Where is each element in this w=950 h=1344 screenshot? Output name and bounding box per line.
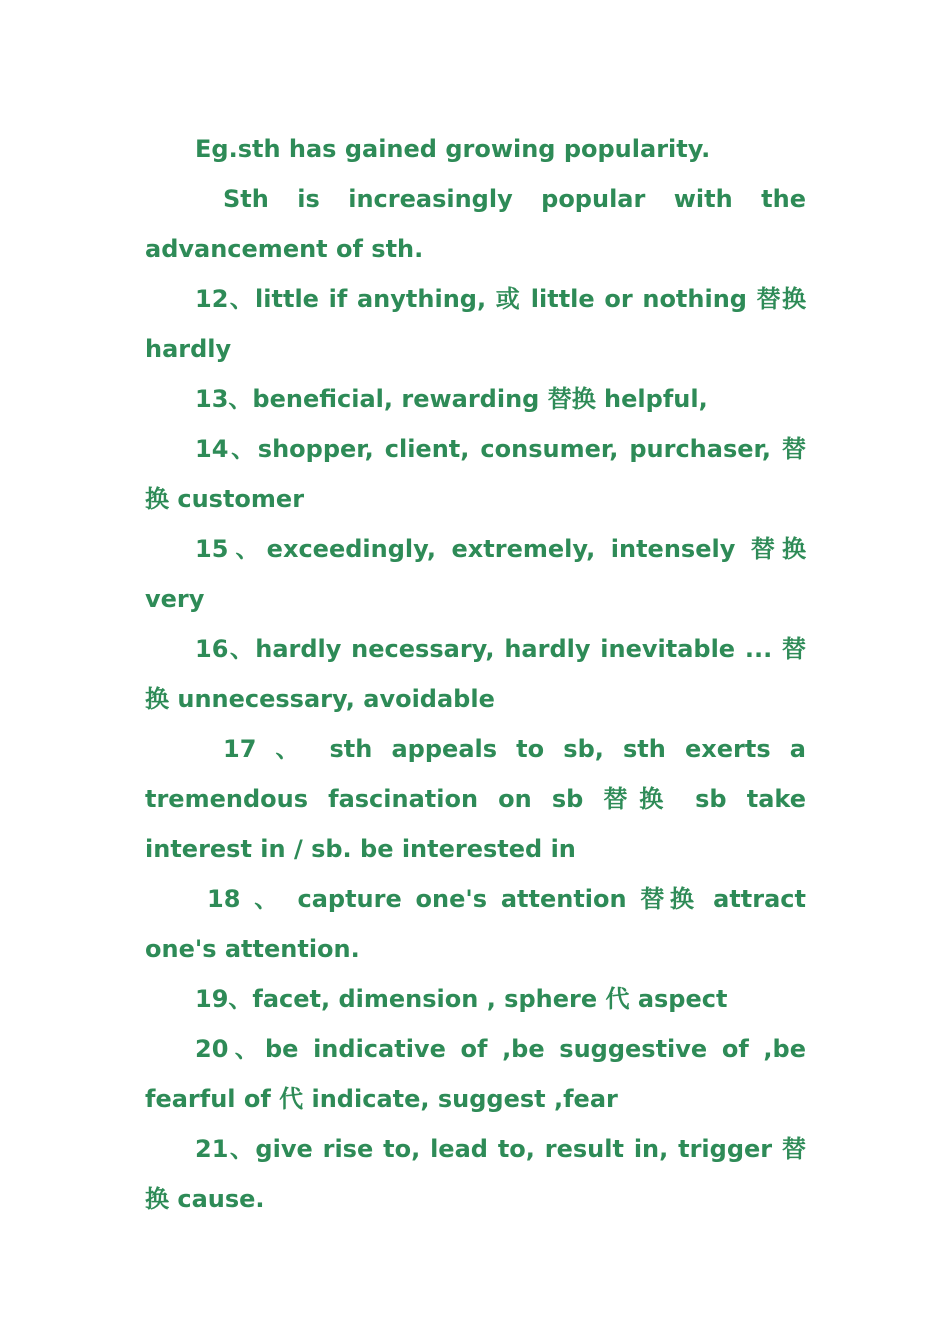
- paragraph-example-rewrite: Sth is increasingly popular with the advancement of sth.: [145, 185, 806, 263]
- paragraph-item-14: 14、shopper, client, consumer, purchaser, 替换 customer: [145, 435, 806, 513]
- paragraph-item-16: 16、hardly necessary, hardly inevitable ... 替换 unnecessary, avoidable: [145, 635, 806, 713]
- paragraph-example: Eg.sth has gained growing popularity.: [195, 135, 711, 163]
- paragraph-item-15: 15、exceedingly, extremely, intensely 替换 very: [145, 535, 806, 613]
- paragraph-item-17: 17 、 sth appeals to sb, sth exerts a tremendous fascination on sb 替换 sb take interest in / sb. be interested in: [145, 735, 806, 863]
- paragraph-item-18: 18 、 capture one's attention 替换 attract one's attention.: [145, 885, 806, 963]
- paragraph-item-13: 13、beneficial, rewarding 替换 helpful,: [195, 385, 708, 413]
- document-body: [145, 124, 806, 1224]
- paragraph-item-19: 19、facet, dimension , sphere 代 aspect: [195, 985, 728, 1013]
- paragraph-item-12: 12、little if anything, 或 little or nothing 替换 hardly: [145, 285, 806, 363]
- paragraph-item-21: 21、give rise to, lead to, result in, trigger 替换 cause.: [145, 1135, 806, 1213]
- paragraph-item-20: 20、be indicative of ,be suggestive of ,be fearful of 代 indicate, suggest ,fear: [145, 1035, 806, 1113]
